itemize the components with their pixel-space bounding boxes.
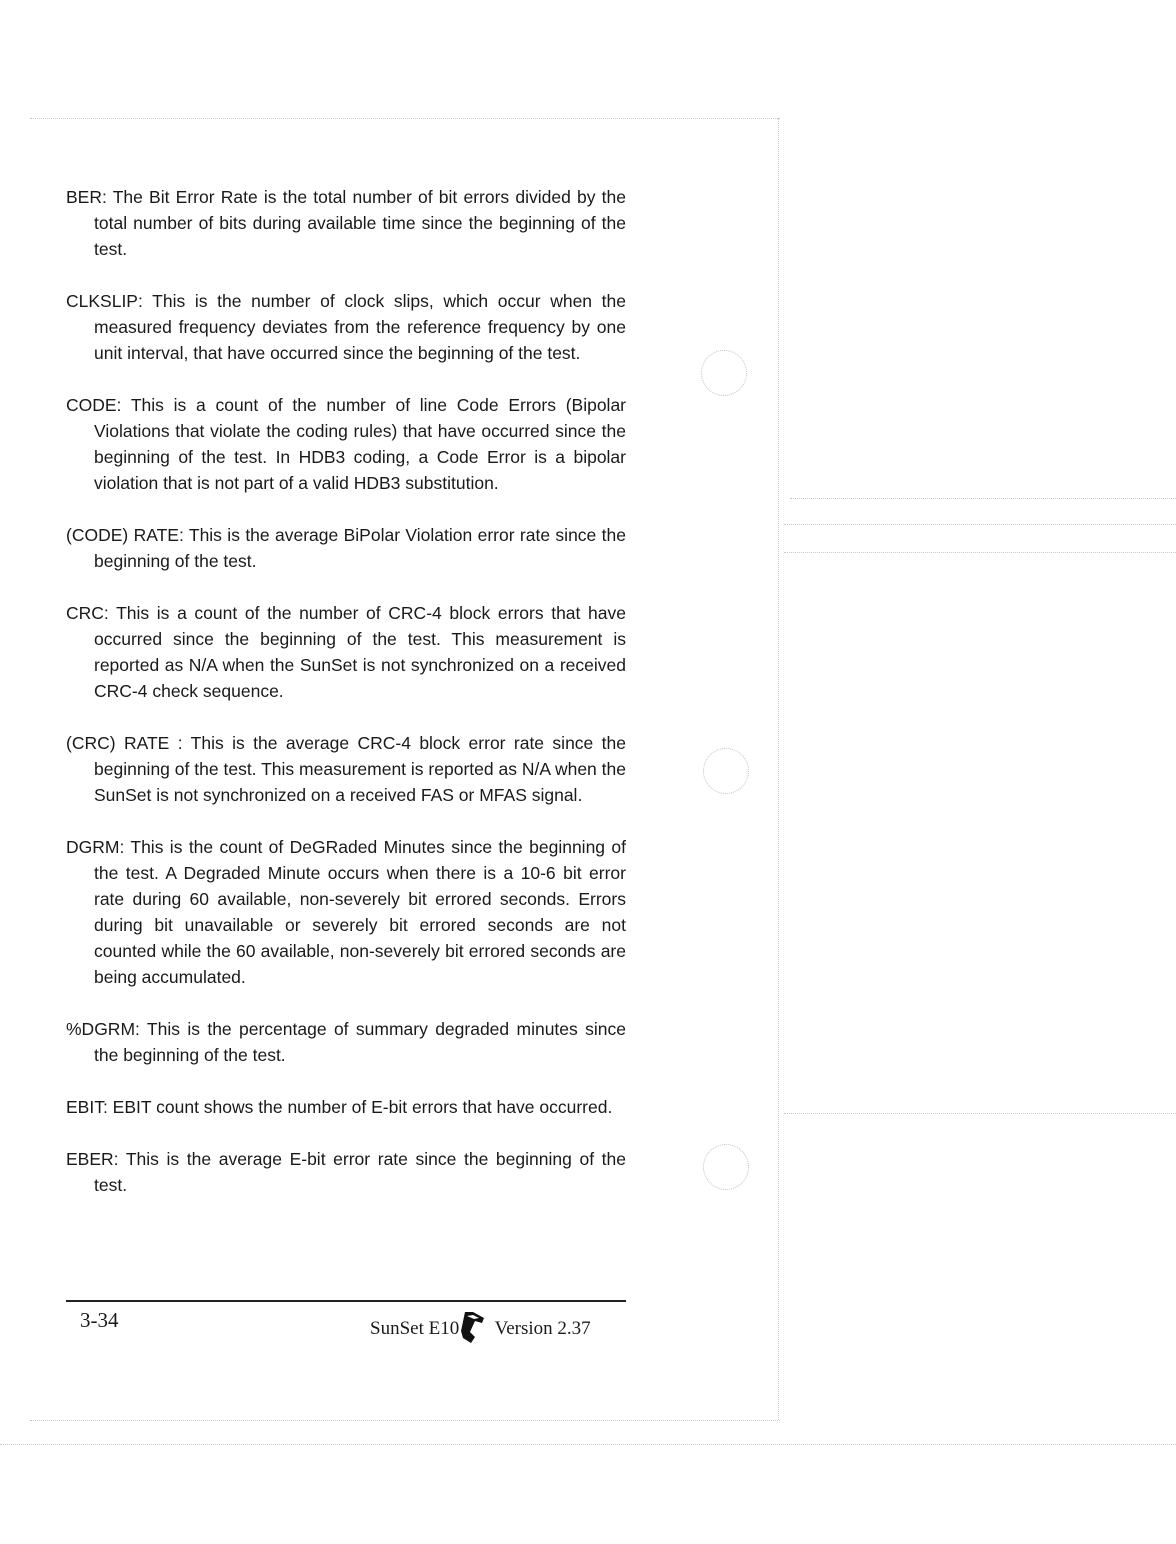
phone-handset-logo-icon [460,1310,486,1350]
glossary-entry-pct-dgrm: %DGRM: This is the percentage of summary degraded minutes since the beginning of the test. [66,1019,626,1065]
scan-line [784,1113,1176,1114]
product-version: Version 2.37 [494,1318,591,1339]
glossary-entry-crc: CRC: This is a count of the number of CRC-4 block errors that have occurred since the beginning of the test. This measurement is reported as N/A when the SunSet is not synchronized on a received CRC-4 check sequence. [66,603,626,701]
footer-rule [66,1300,626,1302]
page-number: 3-34 [80,1308,119,1332]
scan-line [790,498,1176,499]
glossary-entry-clkslip: CLKSLIP: This is the number of clock slips, which occur when the measured frequency deviates from the reference frequency by one unit interval, that have occurred since the beginning of the test. [66,291,626,363]
binder-hole [703,748,749,794]
glossary-entry-crc-rate: (CRC) RATE : This is the average CRC-4 block error rate since the beginning of the test. This measurement is reported as N/A when the SunSet is not synchronized on a received FAS or MFAS signal. [66,733,626,805]
glossary-entry-ber: BER: The Bit Error Rate is the total number of bit errors divided by the total number of bits during available time since the beginning of the test. [66,187,626,259]
glossary-entry-code-rate: (CODE) RATE: This is the average BiPolar Violation error rate since the beginning of the test. [66,525,626,571]
scan-line [784,552,1176,553]
glossary-entry-ebit: EBIT: EBIT count shows the number of E-bit errors that have occurred. [66,1097,613,1117]
glossary-entries [66,184,626,1224]
page-right-border [778,118,779,1420]
binder-hole [701,350,747,396]
footer-product [370,1310,591,1350]
scan-bottom-line [0,1444,1176,1445]
page-bottom-border [30,1420,780,1421]
scan-line [784,524,1176,525]
glossary-entry-code: CODE: This is a count of the number of line Code Errors (Bipolar Violations that violate the coding rules) that have occurred since the beginning of the test. In HDB3 coding, a Code Error is a bipolar violation that is not part of a valid HDB3 substitution. [66,395,626,493]
glossary-entry-dgrm: DGRM: This is the count of DeGRaded Minutes since the beginning of the test. A Degraded Minute occurs when there is a 10-6 bit error rate during 60 available, non-severely bit errored seconds. Errors during bit unavailable or severely bit errored seconds are not counted while the 60 available, non-severely bit errored seconds are being accumulated. [66,837,626,987]
glossary-entry-eber: EBER: This is the average E-bit error rate since the beginning of the test. [66,1149,626,1195]
binder-hole [703,1144,749,1190]
page-top-border [30,118,780,119]
product-name: SunSet E10 [370,1318,460,1339]
